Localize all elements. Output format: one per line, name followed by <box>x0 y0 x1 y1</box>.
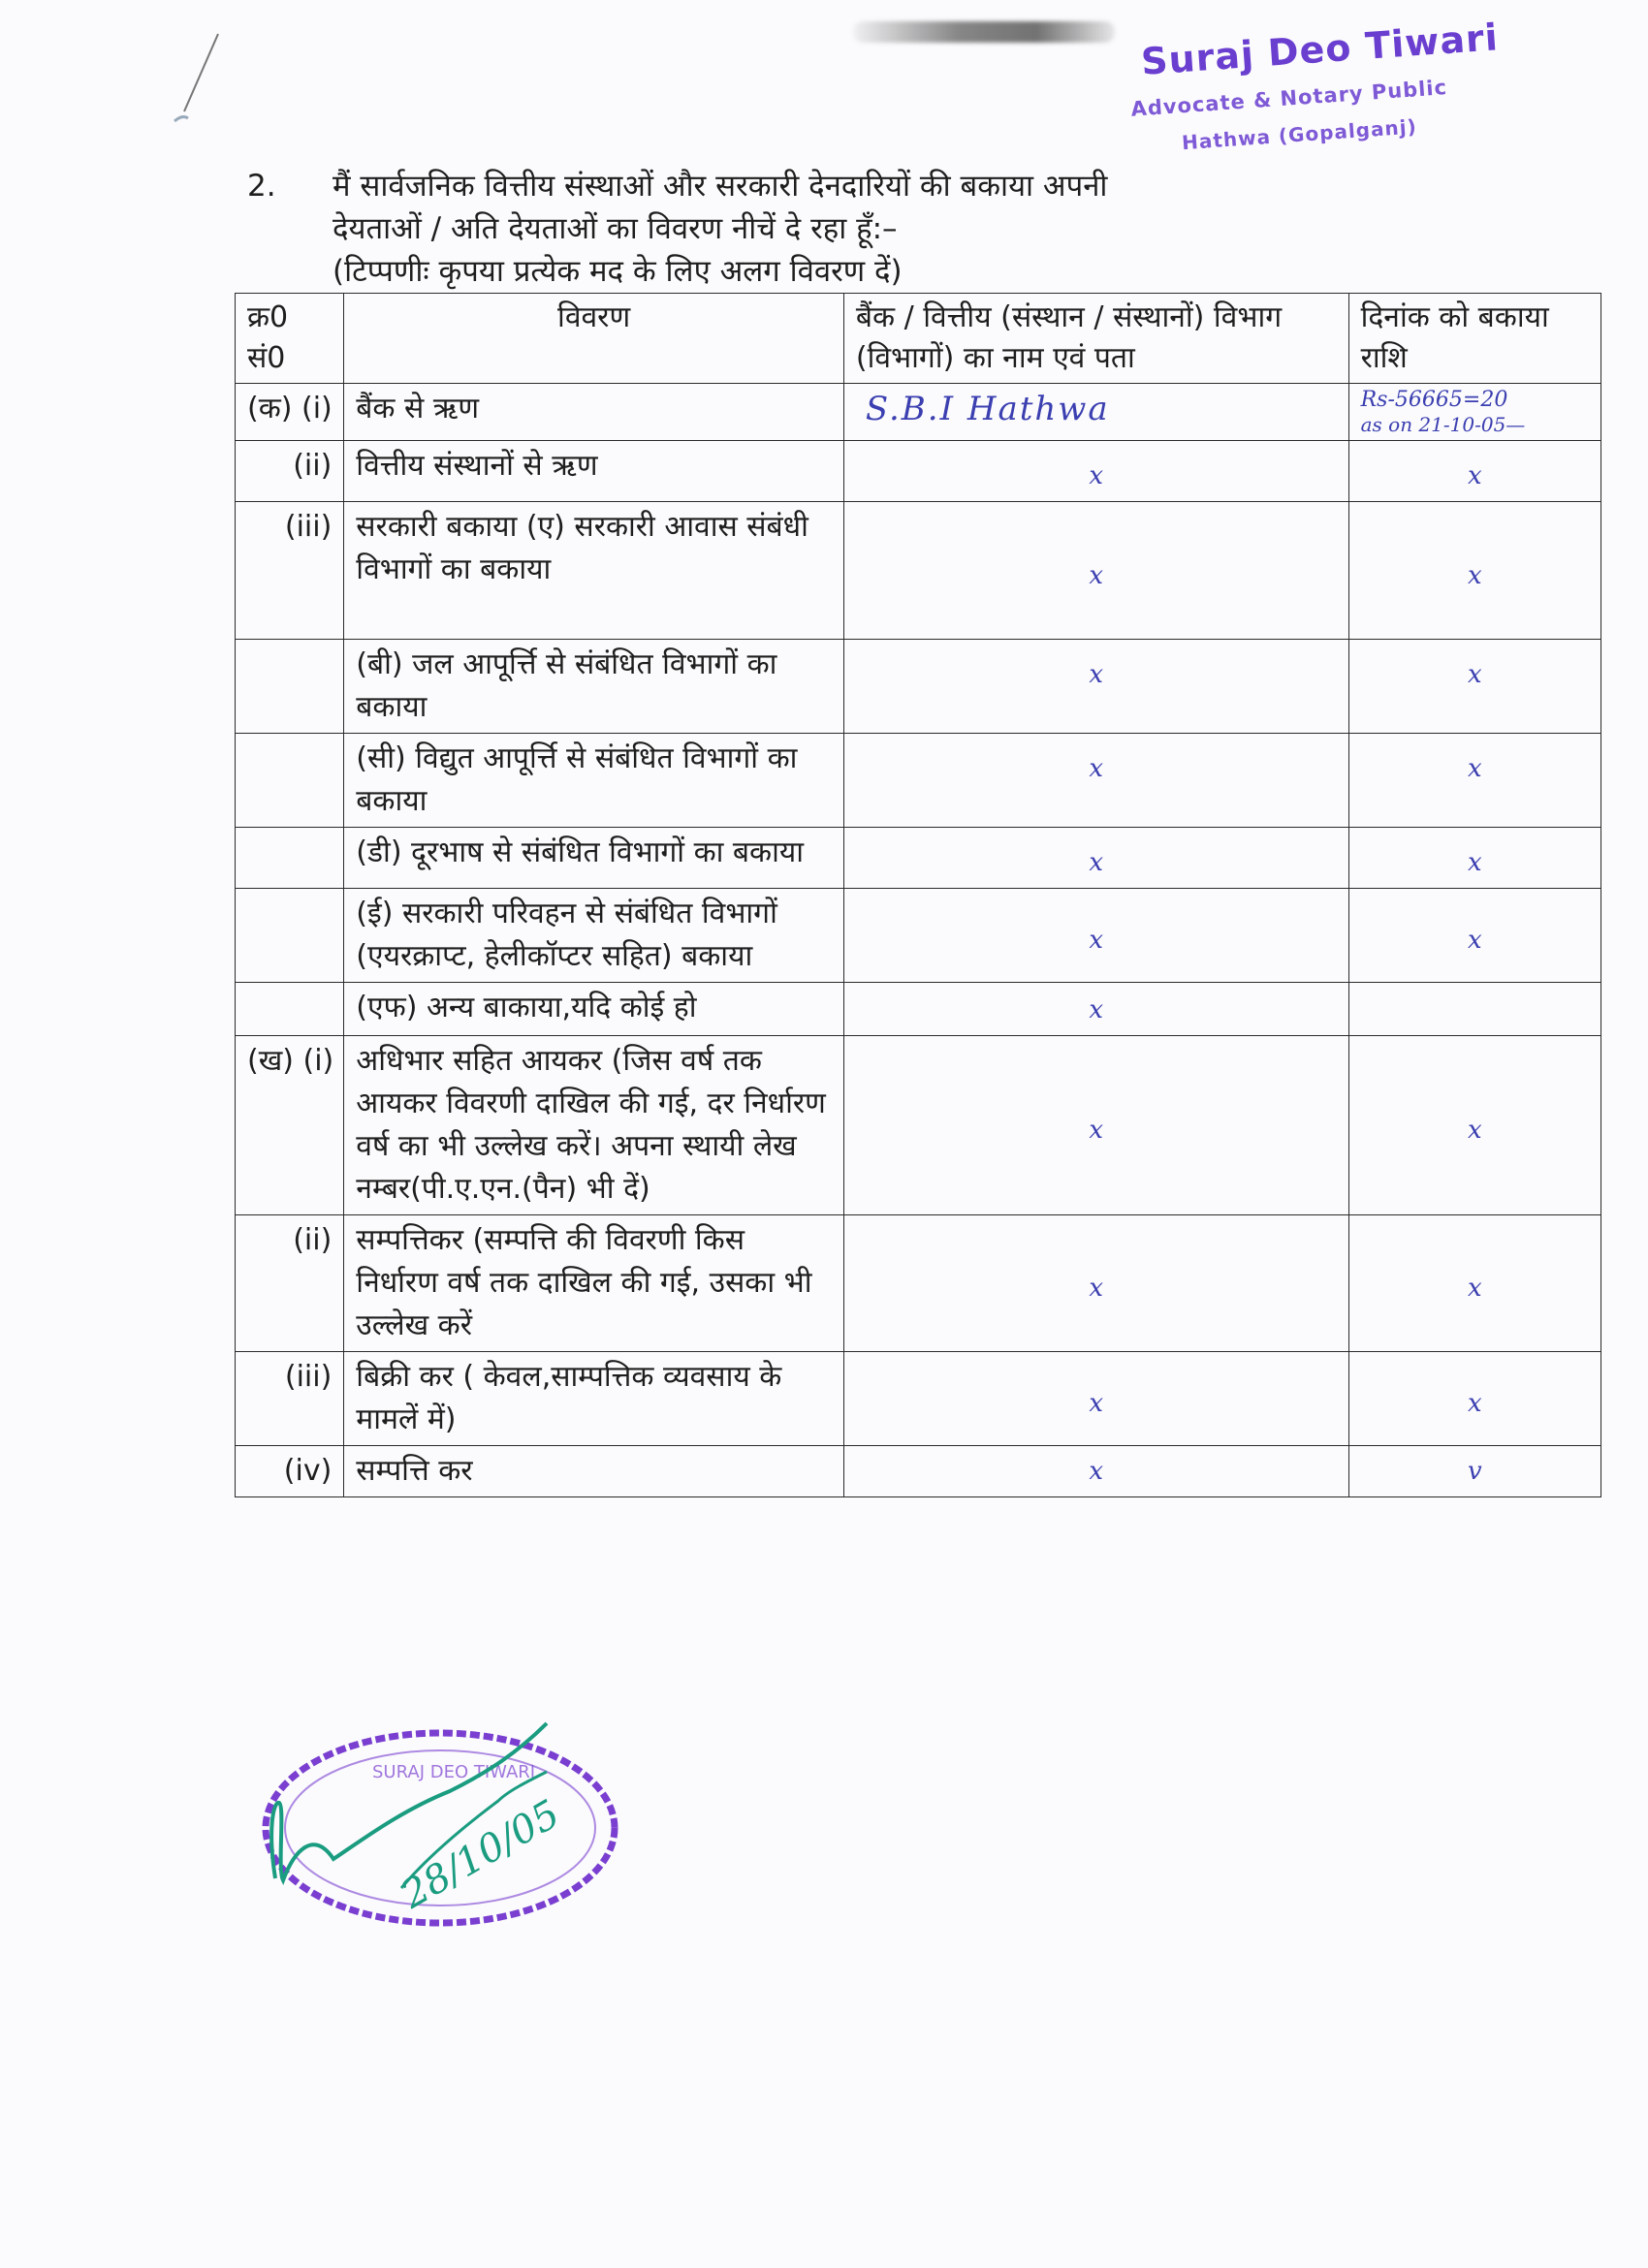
row-bank <box>843 1446 1348 1497</box>
cross-mark: x <box>1089 560 1104 590</box>
table-row <box>236 502 1601 640</box>
row-text: (डी) दूरभाष से संबंधित विभागों का बकाया <box>344 828 844 889</box>
table-row <box>236 1352 1601 1446</box>
row-text: (ई) सरकारी परिवहन से संबंधित विभागों (एयरक्राप्ट, हेलीकॉप्टर सहित) बकाया <box>344 889 844 983</box>
table-row <box>236 1215 1601 1352</box>
table-row <box>236 640 1601 734</box>
cross-mark: x <box>1089 1389 1104 1418</box>
row-amount <box>1348 734 1600 828</box>
row-sno <box>236 889 344 983</box>
row-bank <box>843 502 1348 640</box>
table-row <box>236 889 1601 983</box>
row-sno <box>236 828 344 889</box>
header-particulars: विवरण <box>344 294 844 384</box>
row-amount <box>1348 889 1600 983</box>
row-text: (सी) विद्युत आपूर्त्ति से संबंधित विभागों का बकाया <box>344 734 844 828</box>
cross-mark: x <box>1089 754 1104 783</box>
row-text: बैंक से ऋण <box>344 384 844 441</box>
cross-mark: x <box>1467 754 1482 783</box>
row-amount <box>1348 828 1600 889</box>
advocate-stamp <box>1100 8 1516 181</box>
cross-mark: x <box>1089 461 1104 490</box>
row-bank <box>843 983 1348 1036</box>
row-text: सरकारी बकाया (ए) सरकारी आवास संबंधी विभागों का बकाया <box>344 502 844 640</box>
row-amount <box>1348 441 1600 502</box>
row-bank <box>843 734 1348 828</box>
intro-note: (टिप्पणीः कृपया प्रत्येक मद के लिए अलग विवरण दें) <box>333 254 903 289</box>
row-sno: (iii) <box>236 1352 344 1446</box>
cross-mark: x <box>1089 848 1104 877</box>
row-text: अधिभार सहित आयकर (जिस वर्ष तक आयकर विवरणी दाखिल की गई, दर निर्धारण वर्ष का भी उल्लेख करें। अपना स्थायी लेख नम्बर(पी.ए.एन.(पैन) भी दें) <box>344 1036 844 1215</box>
row-amount <box>1348 1215 1600 1352</box>
stamp-title: Advocate & Notary Public <box>1129 76 1448 121</box>
cross-mark: x <box>1467 848 1482 877</box>
table-header-row <box>236 294 1601 384</box>
row-text: वित्तीय संस्थानों से ऋण <box>344 441 844 502</box>
row-amount <box>1348 384 1600 441</box>
pen-stroke-mark <box>165 29 233 126</box>
row-amount <box>1348 983 1600 1036</box>
cross-mark: x <box>1467 926 1482 955</box>
cross-mark: x <box>1089 660 1104 689</box>
cross-mark: x <box>1089 1457 1104 1486</box>
scan-smudge <box>853 21 1115 43</box>
table-row <box>236 828 1601 889</box>
cross-mark: x <box>1089 926 1104 955</box>
table-row <box>236 441 1601 502</box>
table-row <box>236 1446 1601 1497</box>
bank-handwritten: S.B.I Hathwa <box>865 390 1110 428</box>
row-bank <box>843 889 1348 983</box>
seal-text: SURAJ DEO TIWARI <box>372 1762 536 1782</box>
row-text: (बी) जल आपूर्त्ति से संबंधित विभागों का बकाया <box>344 640 844 734</box>
cross-mark: x <box>1467 560 1482 590</box>
intro-line-2: देयताओं / अति देयताओं का विवरण नीचें दे रहा हूँ:– <box>333 211 898 246</box>
cross-mark: x <box>1467 461 1482 490</box>
cross-mark: x <box>1089 1116 1104 1145</box>
row-text: बिक्री कर ( केवल,साम्पत्तिक व्यवसाय के मामलें में) <box>344 1352 844 1446</box>
cross-mark: x <box>1467 1116 1482 1145</box>
cross-mark: x <box>1467 1389 1482 1418</box>
cross-mark: x <box>1089 1274 1104 1303</box>
row-amount <box>1348 1036 1600 1215</box>
row-bank <box>843 1215 1348 1352</box>
header-sno: क्र0 सं0 <box>236 294 344 384</box>
notary-seal-with-signature <box>256 1714 624 1937</box>
row-sno <box>236 640 344 734</box>
tick-mark: v <box>1467 1457 1482 1486</box>
row-amount <box>1348 640 1600 734</box>
table-row <box>236 734 1601 828</box>
row-bank <box>843 1036 1348 1215</box>
row-sno: (क) (i) <box>236 384 344 441</box>
amount-handwritten: Rs-56665=20 <box>1360 388 1508 412</box>
row-sno: (ख) (i) <box>236 1036 344 1215</box>
table-row <box>236 384 1601 441</box>
row-sno: (ii) <box>236 441 344 502</box>
row-bank <box>843 441 1348 502</box>
row-amount <box>1348 1352 1600 1446</box>
row-sno <box>236 734 344 828</box>
table-row <box>236 1036 1601 1215</box>
liabilities-table <box>235 293 1601 1497</box>
cross-mark: x <box>1089 995 1104 1024</box>
row-sno: (iv) <box>236 1446 344 1497</box>
cross-mark: x <box>1467 1274 1482 1303</box>
row-amount <box>1348 502 1600 640</box>
row-text: (एफ) अन्य बाकाया,यदि कोई हो <box>344 983 844 1036</box>
row-sno <box>236 983 344 1036</box>
row-sno: (iii) <box>236 502 344 640</box>
header-amount: दिनांक को बकाया राशि <box>1348 294 1600 384</box>
row-text: सम्पत्तिकर (सम्पत्ति की विवरणी किस निर्धारण वर्ष तक दाखिल की गई, उसका भी उल्लेख करें <box>344 1215 844 1352</box>
cross-mark: x <box>1467 660 1482 689</box>
signature-date: 28/10/05 <box>394 1791 568 1918</box>
header-bank: बैंक / वित्तीय (संस्थान / संस्थानों) विभाग (विभागों) का नाम एवं पता <box>843 294 1348 384</box>
row-bank <box>843 640 1348 734</box>
table-row <box>236 983 1601 1036</box>
row-bank <box>843 828 1348 889</box>
row-amount <box>1348 1446 1600 1497</box>
row-sno: (ii) <box>236 1215 344 1352</box>
stamp-place: Hathwa (Gopalganj) <box>1181 114 1418 155</box>
row-bank <box>843 1352 1348 1446</box>
section-number: 2. <box>247 169 276 204</box>
row-bank <box>843 384 1348 441</box>
row-text: सम्पत्ति कर <box>344 1446 844 1497</box>
stamp-name: Suraj Deo Tiwari <box>1139 16 1501 83</box>
intro-line-1: मैं सार्वजनिक वित्तीय संस्थाओं और सरकारी देनदारियों की बकाया अपनी <box>333 169 1108 204</box>
amount-date-handwritten: as on 21-10-05— <box>1360 413 1526 436</box>
